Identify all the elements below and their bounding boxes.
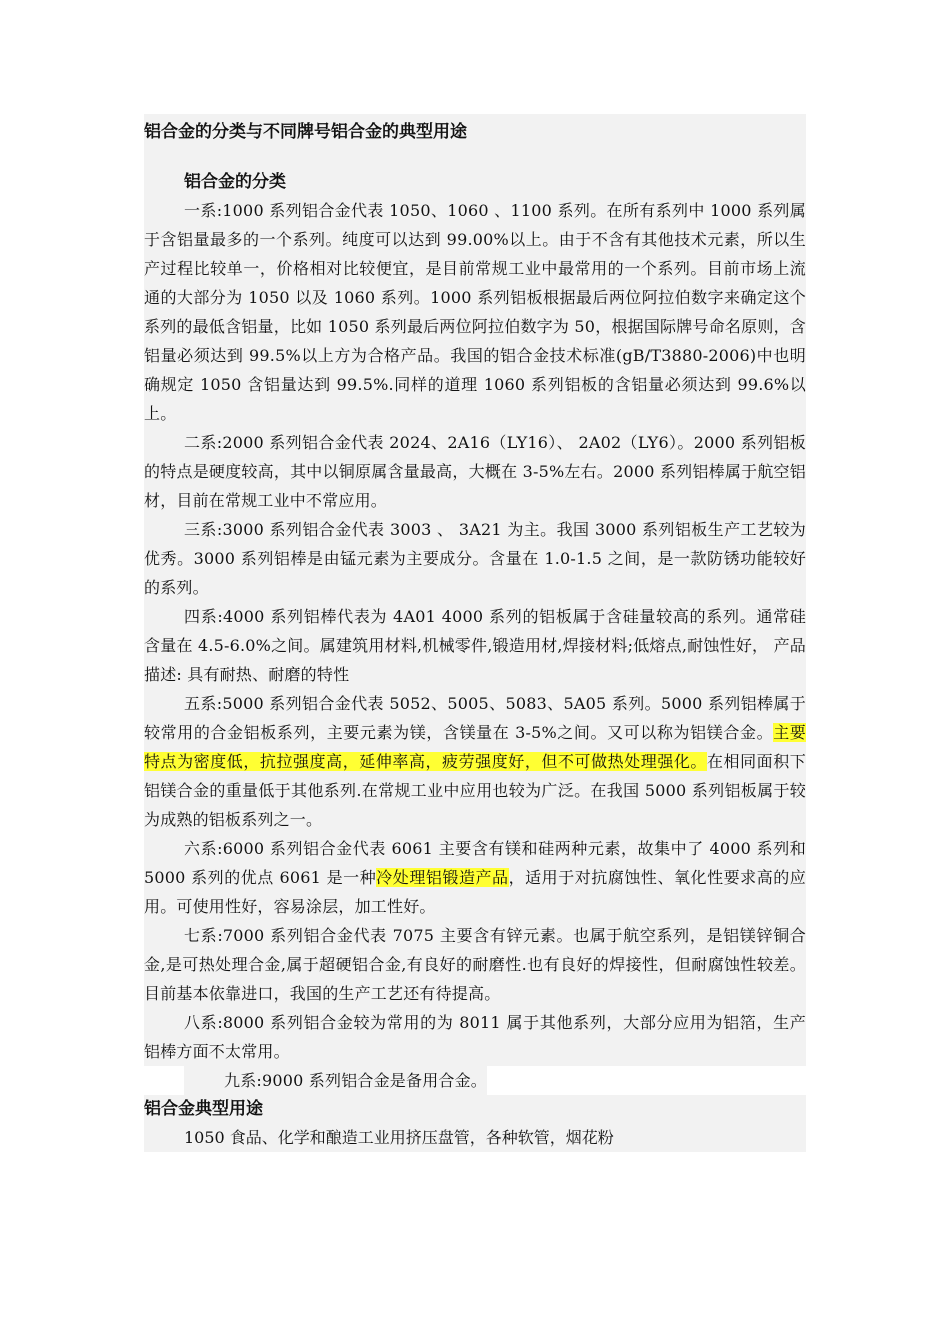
document-body	[144, 114, 806, 1152]
paragraph-series-4: 四系:4000 系列铝棒代表为 4A01 4000 系列的铝板属于含硅量较高的系列。通常硅含量在 4.5-6.0%之间。属建筑用材料,机械零件,锻造用材,焊接材料;低熔点,耐蚀性好， 产品描述: 具有耐热、耐磨的特性	[144, 607, 806, 684]
paragraph-text: 五系:5000 系列铝合金代表 5052、5005、5083、5A05 系列。5000 系列铝棒属于较常用的合金铝板系列，主要元素为镁，含镁量在 3-5%之间。又可以称为铝镁合金。	[144, 694, 806, 742]
usage-line-1050: 1050 食品、化学和酿造工业用挤压盘管，各种软管，烟花粉	[144, 1123, 806, 1152]
paragraph-series-6	[144, 834, 806, 921]
spacer	[144, 154, 806, 168]
paragraph-series-9	[144, 1066, 806, 1095]
section-heading-usage: 铝合金典型用途	[144, 1095, 806, 1123]
document-title: 铝合金的分类与不同牌号铝合金的典型用途	[144, 122, 467, 142]
paragraph-text: ，适用于对抗腐蚀性、氧化性要求高的应用。可使用性好，容易涂层，加工性好。	[144, 868, 806, 916]
highlighted-text: 主要特点为密度低，抗拉强度高，延伸率高，疲劳强度好，但不可做热处理强化。	[144, 723, 806, 771]
paragraph-text: 六系:6000 系列铝合金代表 6061 主要含有镁和硅两种元素，故集中了 4000 系列和 5000 系列的优点 6061 是一种	[144, 839, 806, 887]
paragraph-series-1: 一系:1000 系列铝合金代表 1050、1060 、1100 系列。在所有系列中 1000 系列属于含铝量最多的一个系列。纯度可以达到 99.00%以上。由于不含有其他技术元素，所以生产过程比较单一，价格相对比较便宜，是目前常规工业中最常用的一个系列。目前市场上流通的大部分为 1050 以及 1060 系列。1000 系列铝板根据最后两位阿拉伯数字来确定这个系列的最低含铝量，比如 1050 系列最后两位阿拉伯数字为 50，根据国际牌号命名原则，含铝量必须达到 99.5%以上方为合格产品。我国的铝合金技术标准(gB/T3880-2006)中也明确规定 1050 含铝量达到 99.5%.同样的道理 1060 系列铝板的含铝量必须达到 99.6%以上。	[144, 201, 806, 423]
paragraph-text: 在相同面积下铝镁合金的重量低于其他系列.在常规工业中应用也较为广泛。在我国 5000 系列铝板属于较为成熟的铝板系列之一。	[144, 752, 806, 829]
paragraph-series-2: 二系:2000 系列铝合金代表 2024、2A16（LY16）、 2A02（LY6）。2000 系列铝板的特点是硬度较高，其中以铜原属含量最高，大概在 3-5%左右。2000 系列铝棒属于航空铝材，目前在常规工业中不常应用。	[144, 433, 806, 510]
document-band	[144, 114, 806, 1066]
paragraph-series-8: 八系:8000 系列铝合金较为常用的为 8011 属于其他系列，大部分应用为铝箔，生产铝棒方面不太常用。	[144, 1013, 806, 1061]
highlighted-text: 冷处理铝锻造产品	[376, 868, 509, 887]
paragraph-series-3: 三系:3000 系列铝合金代表 3003 、 3A21 为主。我国 3000 系列铝板生产工艺较为优秀。3000 系列铝棒是由锰元素为主要成分。含量在 1.0-1.5 之间，是一款防锈功能较好的系列。	[144, 520, 806, 597]
paragraph-text: 九系:9000 系列铝合金是备用合金。	[184, 1066, 487, 1095]
section-heading-classification: 铝合金的分类	[184, 172, 286, 192]
paragraph-series-7: 七系:7000 系列铝合金代表 7075 主要含有锌元素。也属于航空系列，是铝镁锌铜合金,是可热处理合金,属于超硬铝合金,有良好的耐磨性.也有良好的焊接性，但耐腐蚀性较差。 目前基本依靠进口，我国的生产工艺还有待提高。	[144, 926, 806, 1003]
paragraph-series-5	[144, 689, 806, 834]
